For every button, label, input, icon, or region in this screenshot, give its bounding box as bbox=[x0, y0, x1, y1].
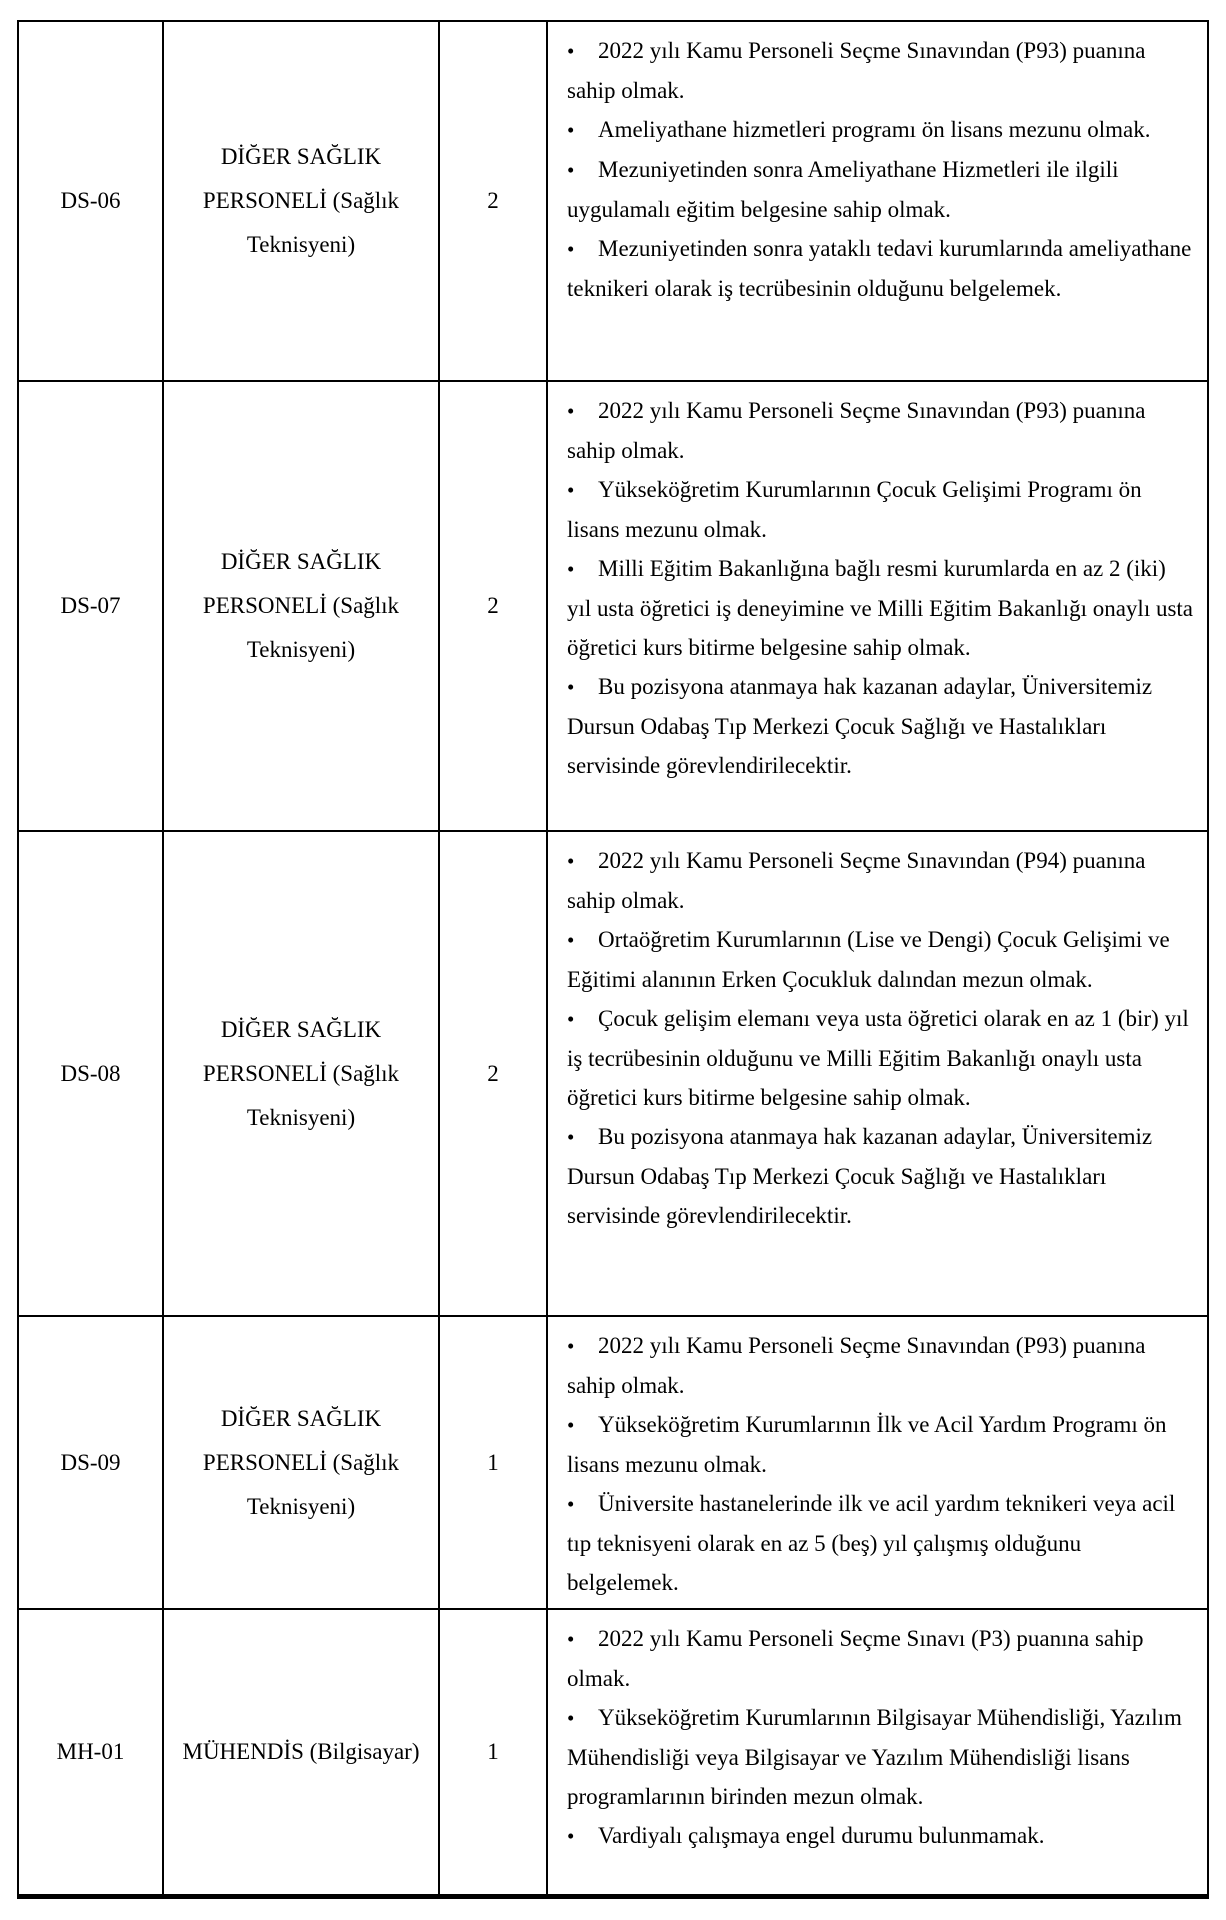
bullet-icon: • bbox=[567, 1413, 575, 1437]
requirement-item bbox=[567, 1326, 1193, 1405]
requirement-item bbox=[567, 110, 1193, 150]
requirement-item bbox=[567, 470, 1193, 549]
requirement-item bbox=[567, 31, 1193, 110]
requirement-item bbox=[567, 229, 1193, 308]
requirement-text: Yükseköğretim Kurumlarının Çocuk Gelişimi Programı ön lisans mezunu olmak. bbox=[567, 477, 1142, 542]
bullet-icon: • bbox=[567, 39, 575, 63]
position-code: DS-06 bbox=[18, 21, 163, 381]
bullet-icon: • bbox=[567, 237, 575, 261]
requirement-item bbox=[567, 999, 1193, 1117]
requirement-text: 2022 yılı Kamu Personeli Seçme Sınavından (P93) puanına sahip olmak. bbox=[567, 398, 1146, 463]
requirements-cell bbox=[547, 381, 1208, 831]
requirement-item bbox=[567, 667, 1193, 785]
table-row bbox=[18, 1609, 1208, 1896]
position-count: 2 bbox=[439, 381, 547, 831]
bullet-icon: • bbox=[567, 1125, 575, 1149]
table-row bbox=[18, 1316, 1208, 1609]
position-count: 1 bbox=[439, 1609, 547, 1896]
requirement-text: Çocuk gelişim elemanı veya usta öğretici olarak en az 1 (bir) yıl iş tecrübesinin olduğunu ve Milli Eğitim Bakanlığı onaylı usta öğretici kurs bitirme belgesine sahip olmak. bbox=[567, 1006, 1189, 1110]
requirement-item bbox=[567, 1698, 1193, 1816]
bullet-icon: • bbox=[567, 1492, 575, 1516]
requirement-text: 2022 yılı Kamu Personeli Seçme Sınavından (P93) puanına sahip olmak. bbox=[567, 1333, 1146, 1398]
requirement-text: Bu pozisyona atanmaya hak kazanan adaylar, Üniversitemiz Dursun Odabaş Tıp Merkezi Çocuk Sağlığı ve Hastalıkları servisinde görevlendirilecektir. bbox=[567, 674, 1153, 778]
position-title: MÜHENDİS (Bilgisayar) bbox=[163, 1609, 439, 1896]
position-count: 2 bbox=[439, 21, 547, 381]
requirements-cell bbox=[547, 1609, 1208, 1896]
requirement-item bbox=[567, 1117, 1193, 1235]
requirement-item bbox=[567, 1405, 1193, 1484]
job-positions-table bbox=[17, 20, 1209, 1899]
requirement-text: Mezuniyetinden sonra Ameliyathane Hizmetleri ile ilgili uygulamalı eğitim belgesine sahip olmak. bbox=[567, 157, 1119, 222]
table-row bbox=[18, 831, 1208, 1316]
requirement-text: Mezuniyetinden sonra yataklı tedavi kurumlarında ameliyathane teknikeri olarak iş tecrübesinin olduğunu belgelemek. bbox=[567, 236, 1192, 301]
bullet-icon: • bbox=[567, 399, 575, 423]
bullet-icon: • bbox=[567, 1824, 575, 1848]
bullet-icon: • bbox=[567, 1007, 575, 1031]
position-title: DİĞER SAĞLIK PERSONELİ (Sağlık Teknisyeni) bbox=[163, 381, 439, 831]
requirement-text: Ameliyathane hizmetleri programı ön lisans mezunu olmak. bbox=[598, 117, 1151, 142]
table-row bbox=[18, 21, 1208, 381]
requirement-text: Üniversite hastanelerinde ilk ve acil yardım teknikeri veya acil tıp teknisyeni olarak en az 5 (beş) yıl çalışmış olduğunu belgelemek. bbox=[567, 1491, 1176, 1595]
position-count: 2 bbox=[439, 831, 547, 1316]
position-code: DS-09 bbox=[18, 1316, 163, 1609]
position-code: DS-08 bbox=[18, 831, 163, 1316]
requirement-item bbox=[567, 549, 1193, 667]
requirement-item bbox=[567, 1484, 1193, 1602]
table-row bbox=[18, 381, 1208, 831]
bullet-icon: • bbox=[567, 849, 575, 873]
position-code: MH-01 bbox=[18, 1609, 163, 1896]
requirement-item bbox=[567, 391, 1193, 470]
requirements-cell bbox=[547, 21, 1208, 381]
bullet-icon: • bbox=[567, 478, 575, 502]
requirement-item bbox=[567, 1816, 1193, 1856]
bullet-icon: • bbox=[567, 675, 575, 699]
requirement-item bbox=[567, 841, 1193, 920]
position-title: DİĞER SAĞLIK PERSONELİ (Sağlık Teknisyeni) bbox=[163, 21, 439, 381]
position-title: DİĞER SAĞLIK PERSONELİ (Sağlık Teknisyeni) bbox=[163, 1316, 439, 1609]
bullet-icon: • bbox=[567, 1706, 575, 1730]
bullet-icon: • bbox=[567, 557, 575, 581]
position-title: DİĞER SAĞLIK PERSONELİ (Sağlık Teknisyeni) bbox=[163, 831, 439, 1316]
requirement-text: 2022 yılı Kamu Personeli Seçme Sınavı (P3) puanına sahip olmak. bbox=[567, 1626, 1144, 1691]
bullet-icon: • bbox=[567, 928, 575, 952]
position-count: 1 bbox=[439, 1316, 547, 1609]
bullet-icon: • bbox=[567, 1334, 575, 1358]
requirement-item bbox=[567, 150, 1193, 229]
requirement-text: 2022 yılı Kamu Personeli Seçme Sınavından (P93) puanına sahip olmak. bbox=[567, 38, 1146, 103]
requirements-cell bbox=[547, 831, 1208, 1316]
requirement-item bbox=[567, 920, 1193, 999]
requirement-item bbox=[567, 1619, 1193, 1698]
position-code: DS-07 bbox=[18, 381, 163, 831]
requirement-text: Yükseköğretim Kurumlarının İlk ve Acil Yardım Programı ön lisans mezunu olmak. bbox=[567, 1412, 1167, 1477]
bullet-icon: • bbox=[567, 1627, 575, 1651]
requirement-text: Milli Eğitim Bakanlığına bağlı resmi kurumlarda en az 2 (iki) yıl usta öğretici iş deneyimine ve Milli Eğitim Bakanlığı onaylı usta öğretici kurs bitirme belgesine sahip olmak. bbox=[567, 556, 1194, 660]
requirements-cell bbox=[547, 1316, 1208, 1609]
requirement-text: Yükseköğretim Kurumlarının Bilgisayar Mühendisliği, Yazılım Mühendisliği veya Bilgisayar ve Yazılım Mühendisliği lisans programlarının birinden mezun olmak. bbox=[567, 1705, 1182, 1809]
requirement-text: Ortaöğretim Kurumlarının (Lise ve Dengi) Çocuk Gelişimi ve Eğitimi alanının Erken Çocukluk dalından mezun olmak. bbox=[567, 927, 1170, 992]
requirement-text: 2022 yılı Kamu Personeli Seçme Sınavından (P94) puanına sahip olmak. bbox=[567, 848, 1146, 913]
requirement-text: Bu pozisyona atanmaya hak kazanan adaylar, Üniversitemiz Dursun Odabaş Tıp Merkezi Çocuk Sağlığı ve Hastalıkları servisinde görevlendirilecektir. bbox=[567, 1124, 1153, 1228]
bullet-icon: • bbox=[567, 118, 575, 142]
requirement-text: Vardiyalı çalışmaya engel durumu bulunmamak. bbox=[598, 1823, 1045, 1848]
bullet-icon: • bbox=[567, 158, 575, 182]
